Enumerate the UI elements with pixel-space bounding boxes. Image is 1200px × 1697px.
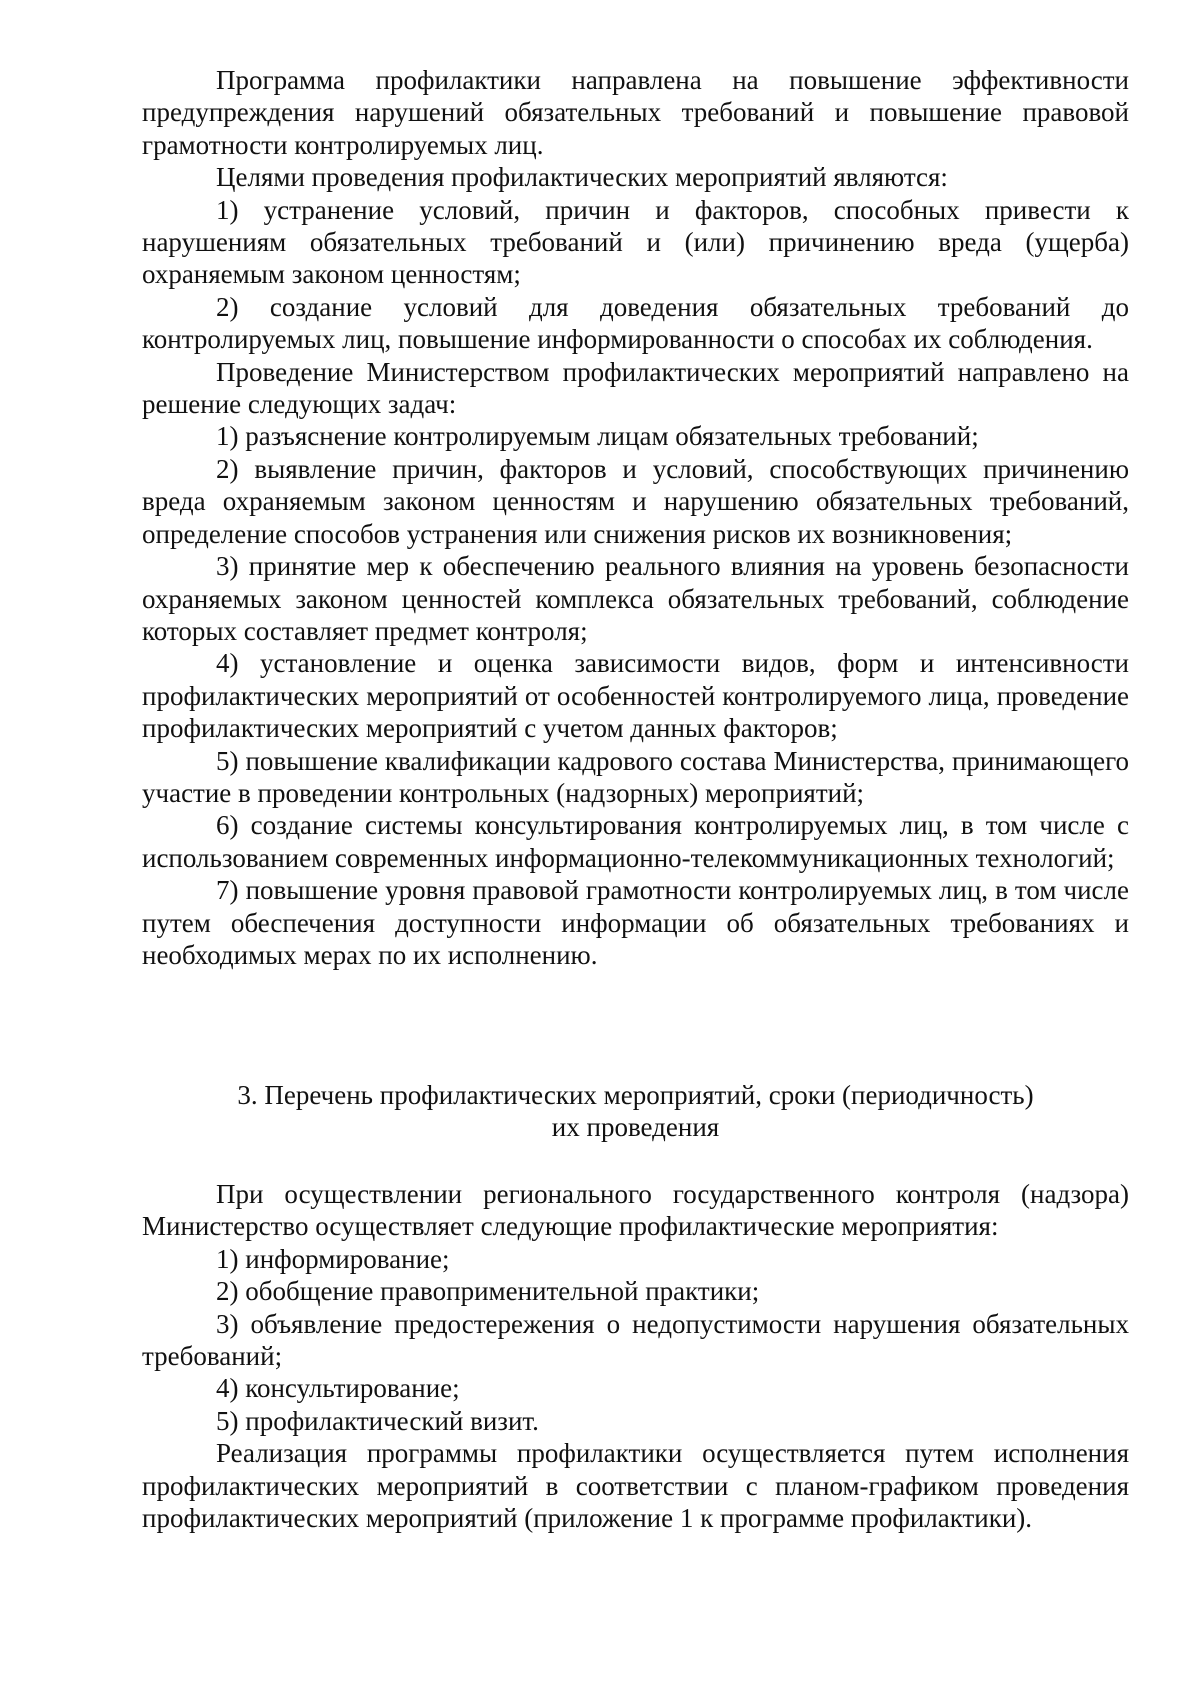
- measure-item-5: 5) профилактический визит.: [216, 1405, 539, 1436]
- task-item-3: 3) принятие мер к обеспечению реального влияния на уровень безопасности охраняемых законом ценностей комплекса обязательных требований, соблюдение которых составляет предмет контроля;: [142, 551, 1129, 646]
- paragraph-measures-intro: При осуществлении регионального государственного контроля (надзора) Министерство осуществляет следующие профилактические мероприятия:: [142, 1179, 1129, 1242]
- task-item-4: 4) установление и оценка зависимости видов, форм и интенсивности профилактических мероприятий от особенностей контролируемого лица, проведение профилактических мероприятий с учетом данных факторов;: [142, 648, 1129, 744]
- measure-item-1: 1) информирование;: [216, 1243, 450, 1274]
- paragraph-program-purpose: Программа профилактики направлена на повышение эффективности предупреждения нарушений обязательных требований и повышение правовой грамотности контролируемых лиц.: [142, 65, 1129, 160]
- measure-item-4: 4) консультирование;: [216, 1373, 460, 1404]
- section-heading: [142, 1079, 1129, 1144]
- section-3-heading: [142, 1079, 1129, 1144]
- paragraph-goals-intro: Целями проведения профилактических мероприятий являются:: [216, 162, 948, 193]
- paragraph-tasks-intro: Проведение Министерством профилактических мероприятий направлено на решение следующих задач:: [142, 356, 1129, 420]
- measure-item-2: 2) обобщение правоприменительной практики;: [216, 1276, 760, 1307]
- task-item-6: 6) создание системы консультирования контролируемых лиц, в том числе с использованием современных информационно-телекоммуникационных технологий;: [142, 810, 1129, 873]
- task-item-2: 2) выявление причин, факторов и условий, способствующих причинению вреда охраняемым законом ценностям и нарушению обязательных требований, определение способов устранения или снижения рисков их возникновения;: [142, 453, 1129, 549]
- task-item-1: 1) разъяснение контролируемым лицам обязательных требований;: [216, 421, 979, 452]
- goal-item-2: 2) создание условий для доведения обязательных требований до контролируемых лиц, повышение информированности о способах их соблюдения.: [142, 291, 1129, 355]
- task-item-7: 7) повышение уровня правовой грамотности контролируемых лиц, в том числе путем обеспечения доступности информации об обязательных требованиях и необходимых мерах по их исполнению.: [142, 875, 1129, 970]
- measure-item-3: 3) объявление предостережения о недопустимости нарушения обязательных требований;: [142, 1308, 1129, 1372]
- section-heading-line-1: 3. Перечень профилактических мероприятий, сроки (периодичность): [237, 1080, 1034, 1110]
- section-2-body: [142, 64, 1129, 971]
- goal-item-1: 1) устранение условий, причин и факторов, способных привести к нарушениям обязательных требований и (или) причинению вреда (ущерба) охраняемым законом ценностям;: [142, 194, 1129, 290]
- task-item-5: 5) повышение квалификации кадрового состава Министерства, принимающего участие в проведении контрольных (надзорных) мероприятий;: [142, 745, 1129, 808]
- paragraph-implementation: Реализация программы профилактики осуществляется путем исполнения профилактических мероприятий в соответствии с планом-графиком проведения профилактических мероприятий (приложение 1 к программе профилактики).: [142, 1438, 1129, 1534]
- section-3-body: [142, 1178, 1129, 1534]
- section-heading-line-2: их проведения: [551, 1112, 720, 1143]
